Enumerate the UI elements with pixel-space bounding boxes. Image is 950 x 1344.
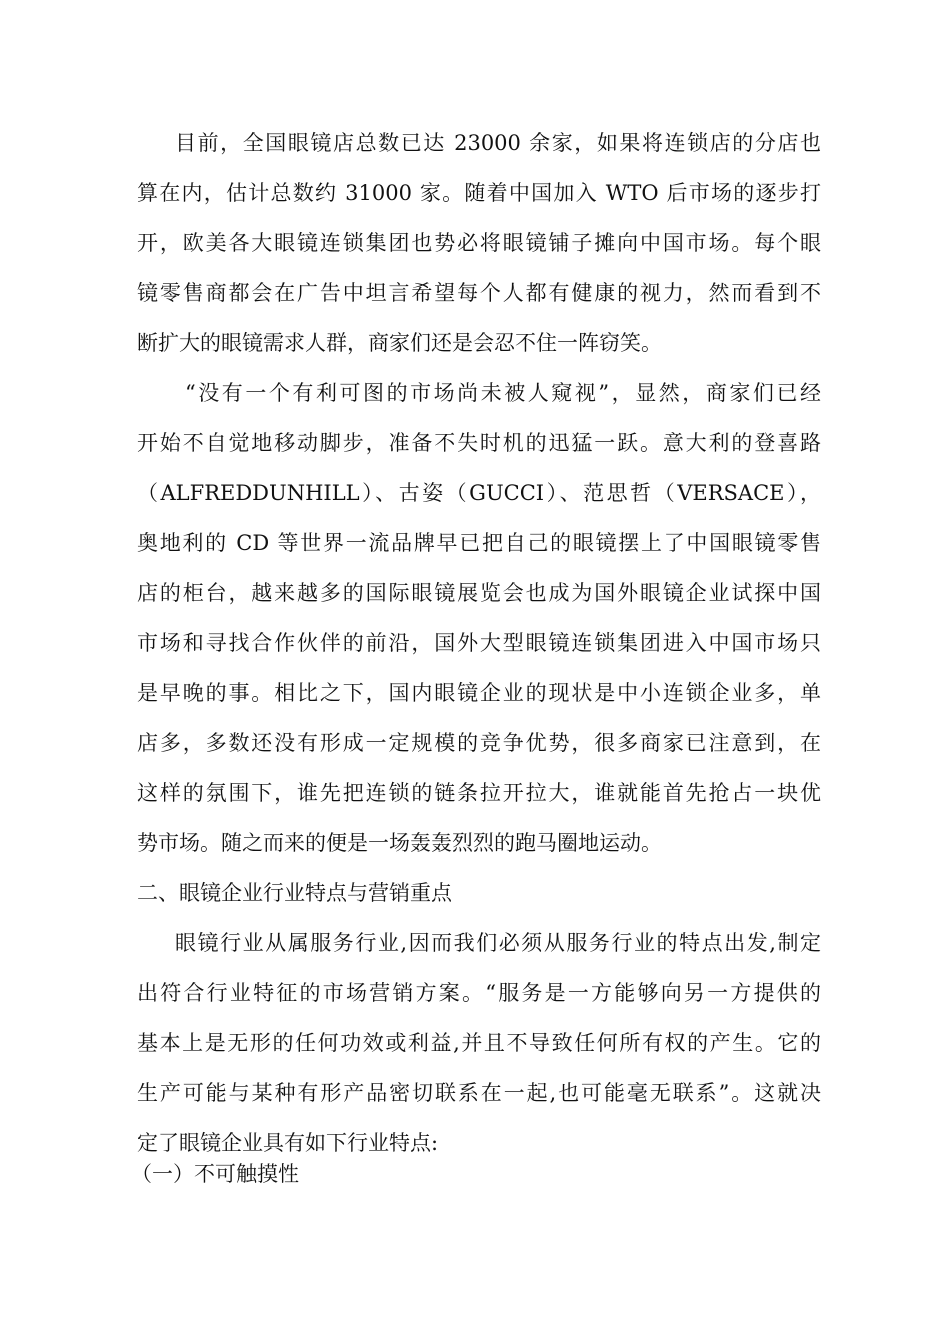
text-line: 算在内，估计总数约 31000 家。随着中国加入 WTO 后市场的逐步打 bbox=[137, 181, 821, 205]
text-line: 断扩大的眼镜需求人群，商家们还是会忍不住一阵窃笑。 bbox=[137, 331, 662, 355]
text-line: 镜零售商都会在广告中坦言希望每个人都有健康的视力，然而看到不 bbox=[137, 281, 821, 305]
text-line: 定了眼镜企业具有如下行业特点: bbox=[137, 1131, 439, 1155]
subsection-heading: （一）不可触摸性 bbox=[131, 1162, 299, 1186]
text-line: 店的柜台，越来越多的国际眼镜展览会也成为国外眼镜企业试探中国 bbox=[137, 581, 821, 605]
text-line: 基本上是无形的任何功效或利益,并且不导致任何所有权的产生。它的 bbox=[137, 1031, 821, 1055]
text-line: 这样的氛围下，谁先把连锁的链条拉开拉大，谁就能首先抢占一块优 bbox=[137, 781, 821, 805]
paragraph-market-competition bbox=[137, 368, 821, 868]
text-line: 眼镜行业从属服务行业,因而我们必须从服务行业的特点出发,制定 bbox=[175, 931, 821, 955]
text-line: 势市场。随之而来的便是一场轰轰烈烈的跑马圈地运动。 bbox=[137, 831, 662, 855]
text-line: 生产可能与某种有形产品密切联系在一起,也可能毫无联系”。这就决 bbox=[137, 1081, 821, 1105]
text-line: 开始不自觉地移动脚步，准备不失时机的迅猛一跃。意大利的登喜路 bbox=[137, 431, 821, 455]
text-line: “没有一个有利可图的市场尚未被人窥视”，显然，商家们已经 bbox=[185, 381, 821, 405]
text-line: 店多，多数还没有形成一定规模的竞争优势，很多商家已注意到，在 bbox=[137, 731, 821, 755]
text-line: 奥地利的 CD 等世界一流品牌早已把自己的眼镜摆上了中国眼镜零售 bbox=[137, 531, 821, 555]
paragraph-industry-features bbox=[137, 918, 821, 1154]
section-heading: 二、眼镜企业行业特点与营销重点 bbox=[137, 881, 452, 905]
text-line: （ALFREDDUNHILL）、古姿（GUCCI）、范思哲（VERSACE）， bbox=[137, 481, 821, 505]
text-line: 目前，全国眼镜店总数已达 23000 余家，如果将连锁店的分店也 bbox=[175, 131, 821, 155]
document-body bbox=[131, 118, 821, 1194]
text-line: 市场和寻找合作伙伴的前沿，国外大型眼镜连锁集团进入中国市场只 bbox=[137, 631, 821, 655]
text-line: 出符合行业特征的市场营销方案。“服务是一方能够向另一方提供的 bbox=[137, 981, 821, 1005]
text-line: 是早晚的事。相比之下，国内眼镜企业的现状是中小连锁企业多，单 bbox=[137, 681, 821, 705]
paragraph-market-count bbox=[137, 118, 821, 368]
text-line: 开，欧美各大眼镜连锁集团也势必将眼镜铺子摊向中国市场。每个眼 bbox=[137, 231, 821, 255]
